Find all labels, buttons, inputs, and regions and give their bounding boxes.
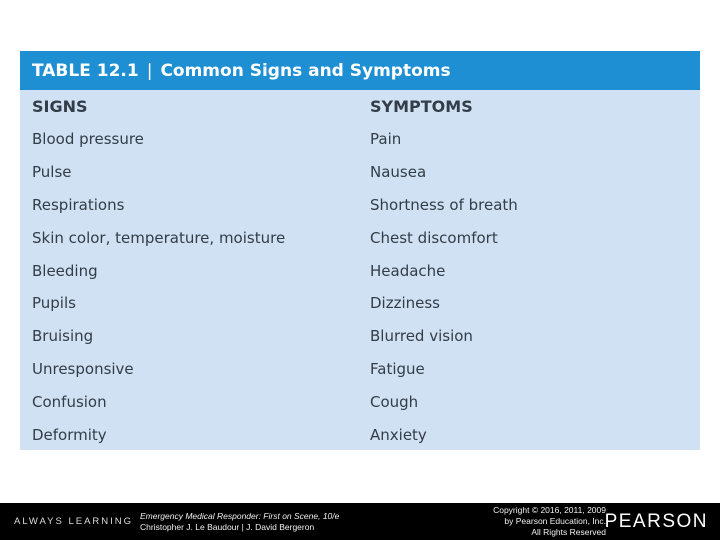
sign-cell: Skin color, temperature, moisture xyxy=(32,228,286,247)
symptom-cell: Shortness of breath xyxy=(370,195,518,214)
copyright-line-2: by Pearson Education, Inc. xyxy=(504,516,606,526)
symptom-cell: Pain xyxy=(370,130,402,149)
table-title: Common Signs and Symptoms xyxy=(160,60,451,81)
sign-cell: Bleeding xyxy=(32,261,98,280)
table-row xyxy=(20,418,700,451)
table-row xyxy=(20,189,700,222)
sign-cell: Respirations xyxy=(32,195,125,214)
table-row xyxy=(20,156,700,189)
table-row xyxy=(20,353,700,386)
copyright-line-3: All Rights Reserved xyxy=(531,527,606,537)
copyright-line-1: Copyright © 2016, 2011, 2009 xyxy=(493,505,606,515)
pearson-logo: PEARSON xyxy=(604,511,708,532)
symptom-cell: Anxiety xyxy=(370,425,427,444)
copyright-notice xyxy=(406,505,606,538)
sign-cell: Bruising xyxy=(32,327,94,346)
table-title-bar xyxy=(20,51,700,90)
table-row xyxy=(20,254,700,287)
table-number: TABLE 12.1 xyxy=(32,60,139,81)
book-citation xyxy=(140,511,339,533)
tagline: ALWAYS LEARNING xyxy=(14,516,134,527)
table-row xyxy=(20,221,700,254)
symptom-cell: Nausea xyxy=(370,163,427,182)
table-body xyxy=(20,123,700,451)
sign-cell: Pupils xyxy=(32,294,76,313)
sign-cell: Confusion xyxy=(32,392,107,411)
book-title: Emergency Medical Responder: First on Scene, 10/e xyxy=(140,511,340,521)
symptom-cell: Headache xyxy=(370,261,446,280)
title-separator: | xyxy=(146,60,153,81)
column-header-signs: SIGNS xyxy=(32,97,88,116)
column-header-symptoms: SYMPTOMS xyxy=(370,97,473,116)
symptom-cell: Blurred vision xyxy=(370,327,473,346)
table-row xyxy=(20,123,700,156)
symptom-cell: Dizziness xyxy=(370,294,440,313)
symptom-cell: Cough xyxy=(370,392,419,411)
sign-cell: Deformity xyxy=(32,425,107,444)
table-row xyxy=(20,385,700,418)
column-headers xyxy=(20,90,700,123)
sign-cell: Blood pressure xyxy=(32,130,144,149)
sign-cell: Unresponsive xyxy=(32,359,134,378)
signs-symptoms-table xyxy=(20,51,700,450)
book-authors: Christopher J. Le Baudour | J. David Bergeron xyxy=(140,522,315,532)
symptom-cell: Fatigue xyxy=(370,359,425,378)
sign-cell: Pulse xyxy=(32,163,72,182)
footer-bar xyxy=(0,503,720,540)
table-row xyxy=(20,287,700,320)
symptom-cell: Chest discomfort xyxy=(370,228,498,247)
table-row xyxy=(20,320,700,353)
